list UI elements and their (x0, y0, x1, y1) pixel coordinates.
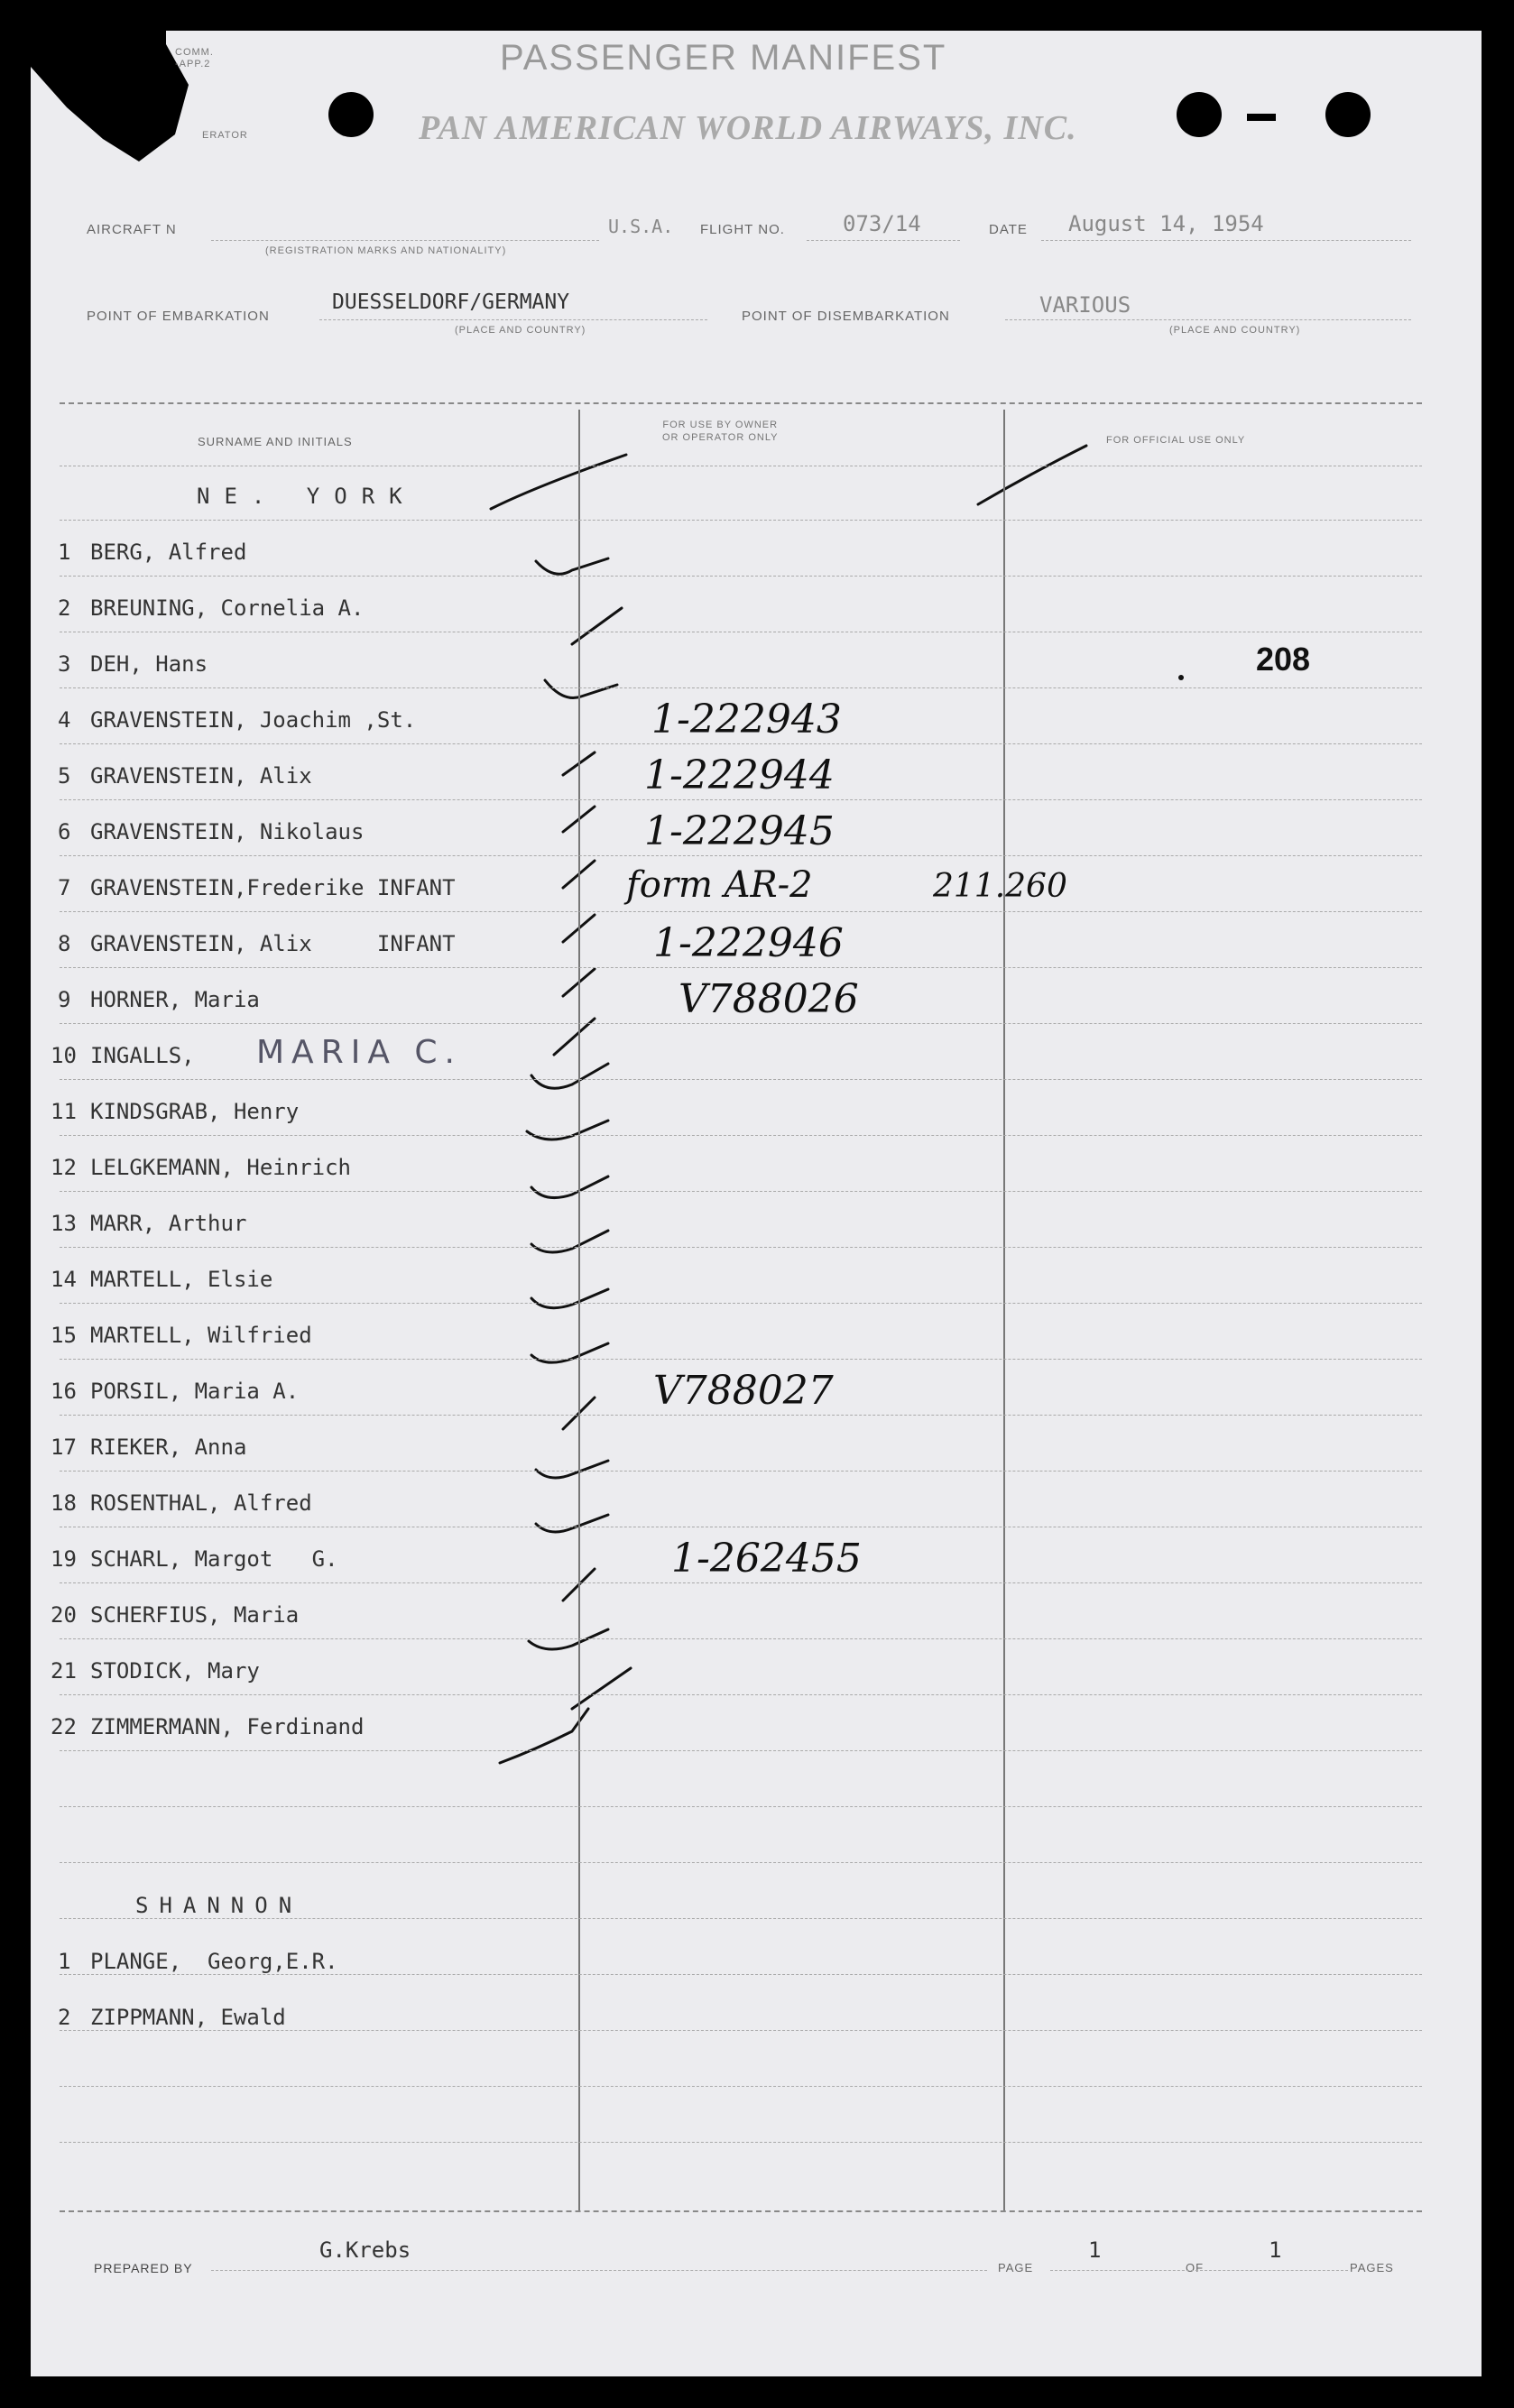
check-mark (527, 1121, 608, 1139)
check-mark (572, 1668, 631, 1709)
column-header-owner (662, 419, 778, 444)
of-label: OF (1186, 2261, 1205, 2274)
row-rule (60, 1694, 1422, 1695)
manifest-sheet (31, 31, 1482, 2376)
passenger-number: 3 (58, 651, 71, 677)
passenger-number: 2 (58, 2005, 71, 2030)
form-code-line1: COMM. (175, 47, 214, 58)
check-mark (529, 1629, 608, 1649)
passenger-number: 8 (58, 931, 71, 956)
aircraft-line (211, 240, 599, 241)
row-rule (60, 2086, 1422, 2087)
row-rule (60, 799, 1422, 800)
passenger-name: GRAVENSTEIN, Joachim ,St. (90, 707, 417, 733)
passenger-name: GRAVENSTEIN, Nikolaus (90, 819, 365, 844)
column-header-owner-line2: OR OPERATOR ONLY (662, 432, 779, 443)
flight-line (807, 240, 960, 241)
passenger-name: GRAVENSTEIN, Alix (90, 763, 312, 789)
passenger-name: KINDSGRAB, Henry (90, 1099, 300, 1124)
passenger-name: SCHARL, Margot G. (90, 1546, 338, 1572)
check-mark (554, 1019, 595, 1055)
passenger-name: HORNER, Maria (90, 987, 260, 1012)
disembarkation-label: POINT OF DISEMBARKATION (742, 309, 950, 324)
row-rule (60, 520, 1422, 521)
passenger-number: 1 (58, 540, 71, 565)
passenger-name: INGALLS, (90, 1043, 195, 1068)
row-rule (60, 1359, 1422, 1360)
row-rule (60, 1862, 1422, 1863)
passenger-number: 12 (51, 1155, 77, 1180)
passenger-number: 15 (51, 1323, 77, 1348)
passenger-number: 4 (58, 707, 71, 733)
row-rule (60, 2142, 1422, 2143)
passenger-number: 11 (51, 1099, 77, 1124)
column-header-surname: SURNAME AND INITIALS (198, 435, 353, 448)
check-mark (531, 1064, 608, 1088)
row-rule (60, 1750, 1422, 1751)
passenger-name: GRAVENSTEIN, Alix INFANT (90, 931, 456, 956)
of-value: 1 (1269, 2237, 1282, 2263)
section-heading-shannon: SHANNON (135, 1893, 303, 1918)
handwritten-note: 1-222946 (653, 920, 844, 966)
passenger-name: BERG, Alfred (90, 540, 247, 565)
embarkation-caption: (PLACE AND COUNTRY) (455, 325, 586, 336)
passenger-number: 7 (58, 875, 71, 900)
passenger-name: GRAVENSTEIN,Frederike INFANT (90, 875, 456, 900)
passenger-number: 20 (51, 1602, 77, 1628)
passenger-name: ZIPPMANN, Ewald (90, 2005, 286, 2030)
embarkation-value: DUESSELDORF/GERMANY (332, 291, 570, 314)
date-label: DATE (989, 222, 1028, 237)
check-mark (531, 1289, 608, 1308)
passenger-name: DEH, Hans (90, 651, 208, 677)
column-divider-left (578, 410, 580, 2210)
passenger-name: MARR, Arthur (90, 1211, 247, 1236)
row-rule (60, 1247, 1422, 1248)
handwritten-note: 1-222944 (644, 752, 835, 798)
check-mark (978, 446, 1086, 504)
flight-number: 073/14 (843, 211, 921, 236)
passenger-number: 21 (51, 1658, 77, 1684)
row-rule (60, 1079, 1422, 1080)
prepared-by-line (211, 2270, 987, 2271)
date-line (1041, 240, 1411, 241)
check-mark (500, 1709, 588, 1763)
check-mark (536, 558, 608, 574)
passenger-name: LELGKEMANN, Heinrich (90, 1155, 351, 1180)
form-code (175, 47, 214, 70)
embarkation-label: POINT OF EMBARKATION (87, 309, 270, 324)
passenger-number: 17 (51, 1435, 77, 1460)
passenger-name: MARTELL, Elsie (90, 1267, 273, 1292)
prepared-by-value: G.Krebs (319, 2237, 411, 2263)
passenger-name: RIEKER, Anna (90, 1435, 247, 1460)
passenger-number: 2 (58, 595, 71, 621)
handwritten-note: form AR-2 (626, 864, 813, 906)
check-mark (536, 1515, 608, 1532)
column-header-owner-line1: FOR USE BY OWNER (662, 420, 779, 430)
handwritten-note: V788027 (653, 1368, 834, 1414)
flight-label: FLIGHT NO. (700, 222, 785, 237)
row-rule (60, 855, 1422, 856)
handwritten-note: 1-222943 (651, 697, 842, 743)
passenger-name: ROSENTHAL, Alfred (90, 1490, 312, 1516)
check-mark (531, 1176, 608, 1198)
check-mark (531, 1231, 608, 1252)
passenger-number: 14 (51, 1267, 77, 1292)
row-rule (60, 1918, 1422, 1919)
passenger-number: 19 (51, 1546, 77, 1572)
passenger-number: 6 (58, 819, 71, 844)
official-dot (1178, 675, 1184, 680)
row-rule (60, 1582, 1422, 1583)
date-value: August 14, 1954 (1068, 211, 1264, 236)
row-rule (60, 911, 1422, 912)
disembarkation-caption: (PLACE AND COUNTRY) (1169, 325, 1301, 336)
passenger-number: 1 (58, 1949, 71, 1974)
form-code-line2: -APP.2 (175, 59, 211, 69)
handwritten-row7-extra: 211.260 (933, 868, 1067, 905)
page-label: PAGE (998, 2261, 1034, 2274)
handwritten-ingalls-name: MARIA C. (256, 1034, 462, 1071)
passenger-number: 10 (51, 1043, 77, 1068)
passenger-number: 22 (51, 1714, 77, 1739)
passenger-name: PLANGE, Georg,E.R. (90, 1949, 338, 1974)
table-bottom-rule (60, 2210, 1422, 2212)
check-mark (545, 680, 617, 698)
passenger-number: 18 (51, 1490, 77, 1516)
passenger-number: 16 (51, 1379, 77, 1404)
row-rule (60, 687, 1422, 688)
pages-label: PAGES (1350, 2261, 1394, 2274)
disembarkation-value: VARIOUS (1039, 292, 1131, 318)
row-rule (60, 2030, 1422, 2031)
page-value: 1 (1088, 2237, 1102, 2263)
row-rule (60, 1415, 1422, 1416)
column-header-official: FOR OFFICIAL USE ONLY (1106, 435, 1246, 446)
passenger-number: 13 (51, 1211, 77, 1236)
check-mark (491, 455, 626, 509)
operator-label: ERATOR (202, 130, 248, 141)
passenger-number: 9 (58, 987, 71, 1012)
handwritten-note: 1-222945 (644, 808, 835, 854)
passenger-name: ZIMMERMANN, Ferdinand (90, 1714, 365, 1739)
column-divider-right (1003, 410, 1005, 2210)
passenger-name: STODICK, Mary (90, 1658, 260, 1684)
row-rule (60, 1303, 1422, 1304)
usa-label: U.S.A. (608, 216, 674, 237)
handwritten-note: 1-262455 (671, 1536, 862, 1582)
row-rule (60, 576, 1422, 577)
passenger-name: SCHERFIUS, Maria (90, 1602, 300, 1628)
disembarkation-line (1005, 319, 1411, 320)
passenger-name: MARTELL, Wilfried (90, 1323, 312, 1348)
row-rule (60, 967, 1422, 968)
embarkation-line (319, 319, 707, 320)
page-line (1050, 2270, 1348, 2271)
prepared-by-label: PREPARED BY (94, 2261, 193, 2275)
passenger-name: BREUNING, Cornelia A. (90, 595, 365, 621)
row-rule (60, 1191, 1422, 1192)
section-heading-new-york: NE. YORK (197, 484, 417, 509)
row-rule (60, 1974, 1422, 1975)
row-rule (60, 1471, 1422, 1472)
handwritten-note: V788026 (679, 976, 859, 1022)
passenger-number: 5 (58, 763, 71, 789)
aircraft-label: AIRCRAFT N (87, 222, 177, 237)
registration-caption: (REGISTRATION MARKS AND NATIONALITY) (265, 245, 507, 256)
row-rule (60, 1023, 1422, 1024)
row-rule (60, 743, 1422, 744)
airline-name: PAN AMERICAN WORLD AIRWAYS, INC. (419, 109, 1077, 147)
row-rule (60, 1638, 1422, 1639)
table-top-rule (60, 402, 1422, 404)
torn-corner (31, 31, 189, 161)
official-number: 208 (1256, 641, 1311, 678)
manifest-title: PASSENGER MANIFEST (500, 38, 947, 78)
passenger-name: PORSIL, Maria A. (90, 1379, 300, 1404)
check-mark (536, 1461, 608, 1478)
row-rule (60, 1806, 1422, 1807)
row-rule (60, 1135, 1422, 1136)
